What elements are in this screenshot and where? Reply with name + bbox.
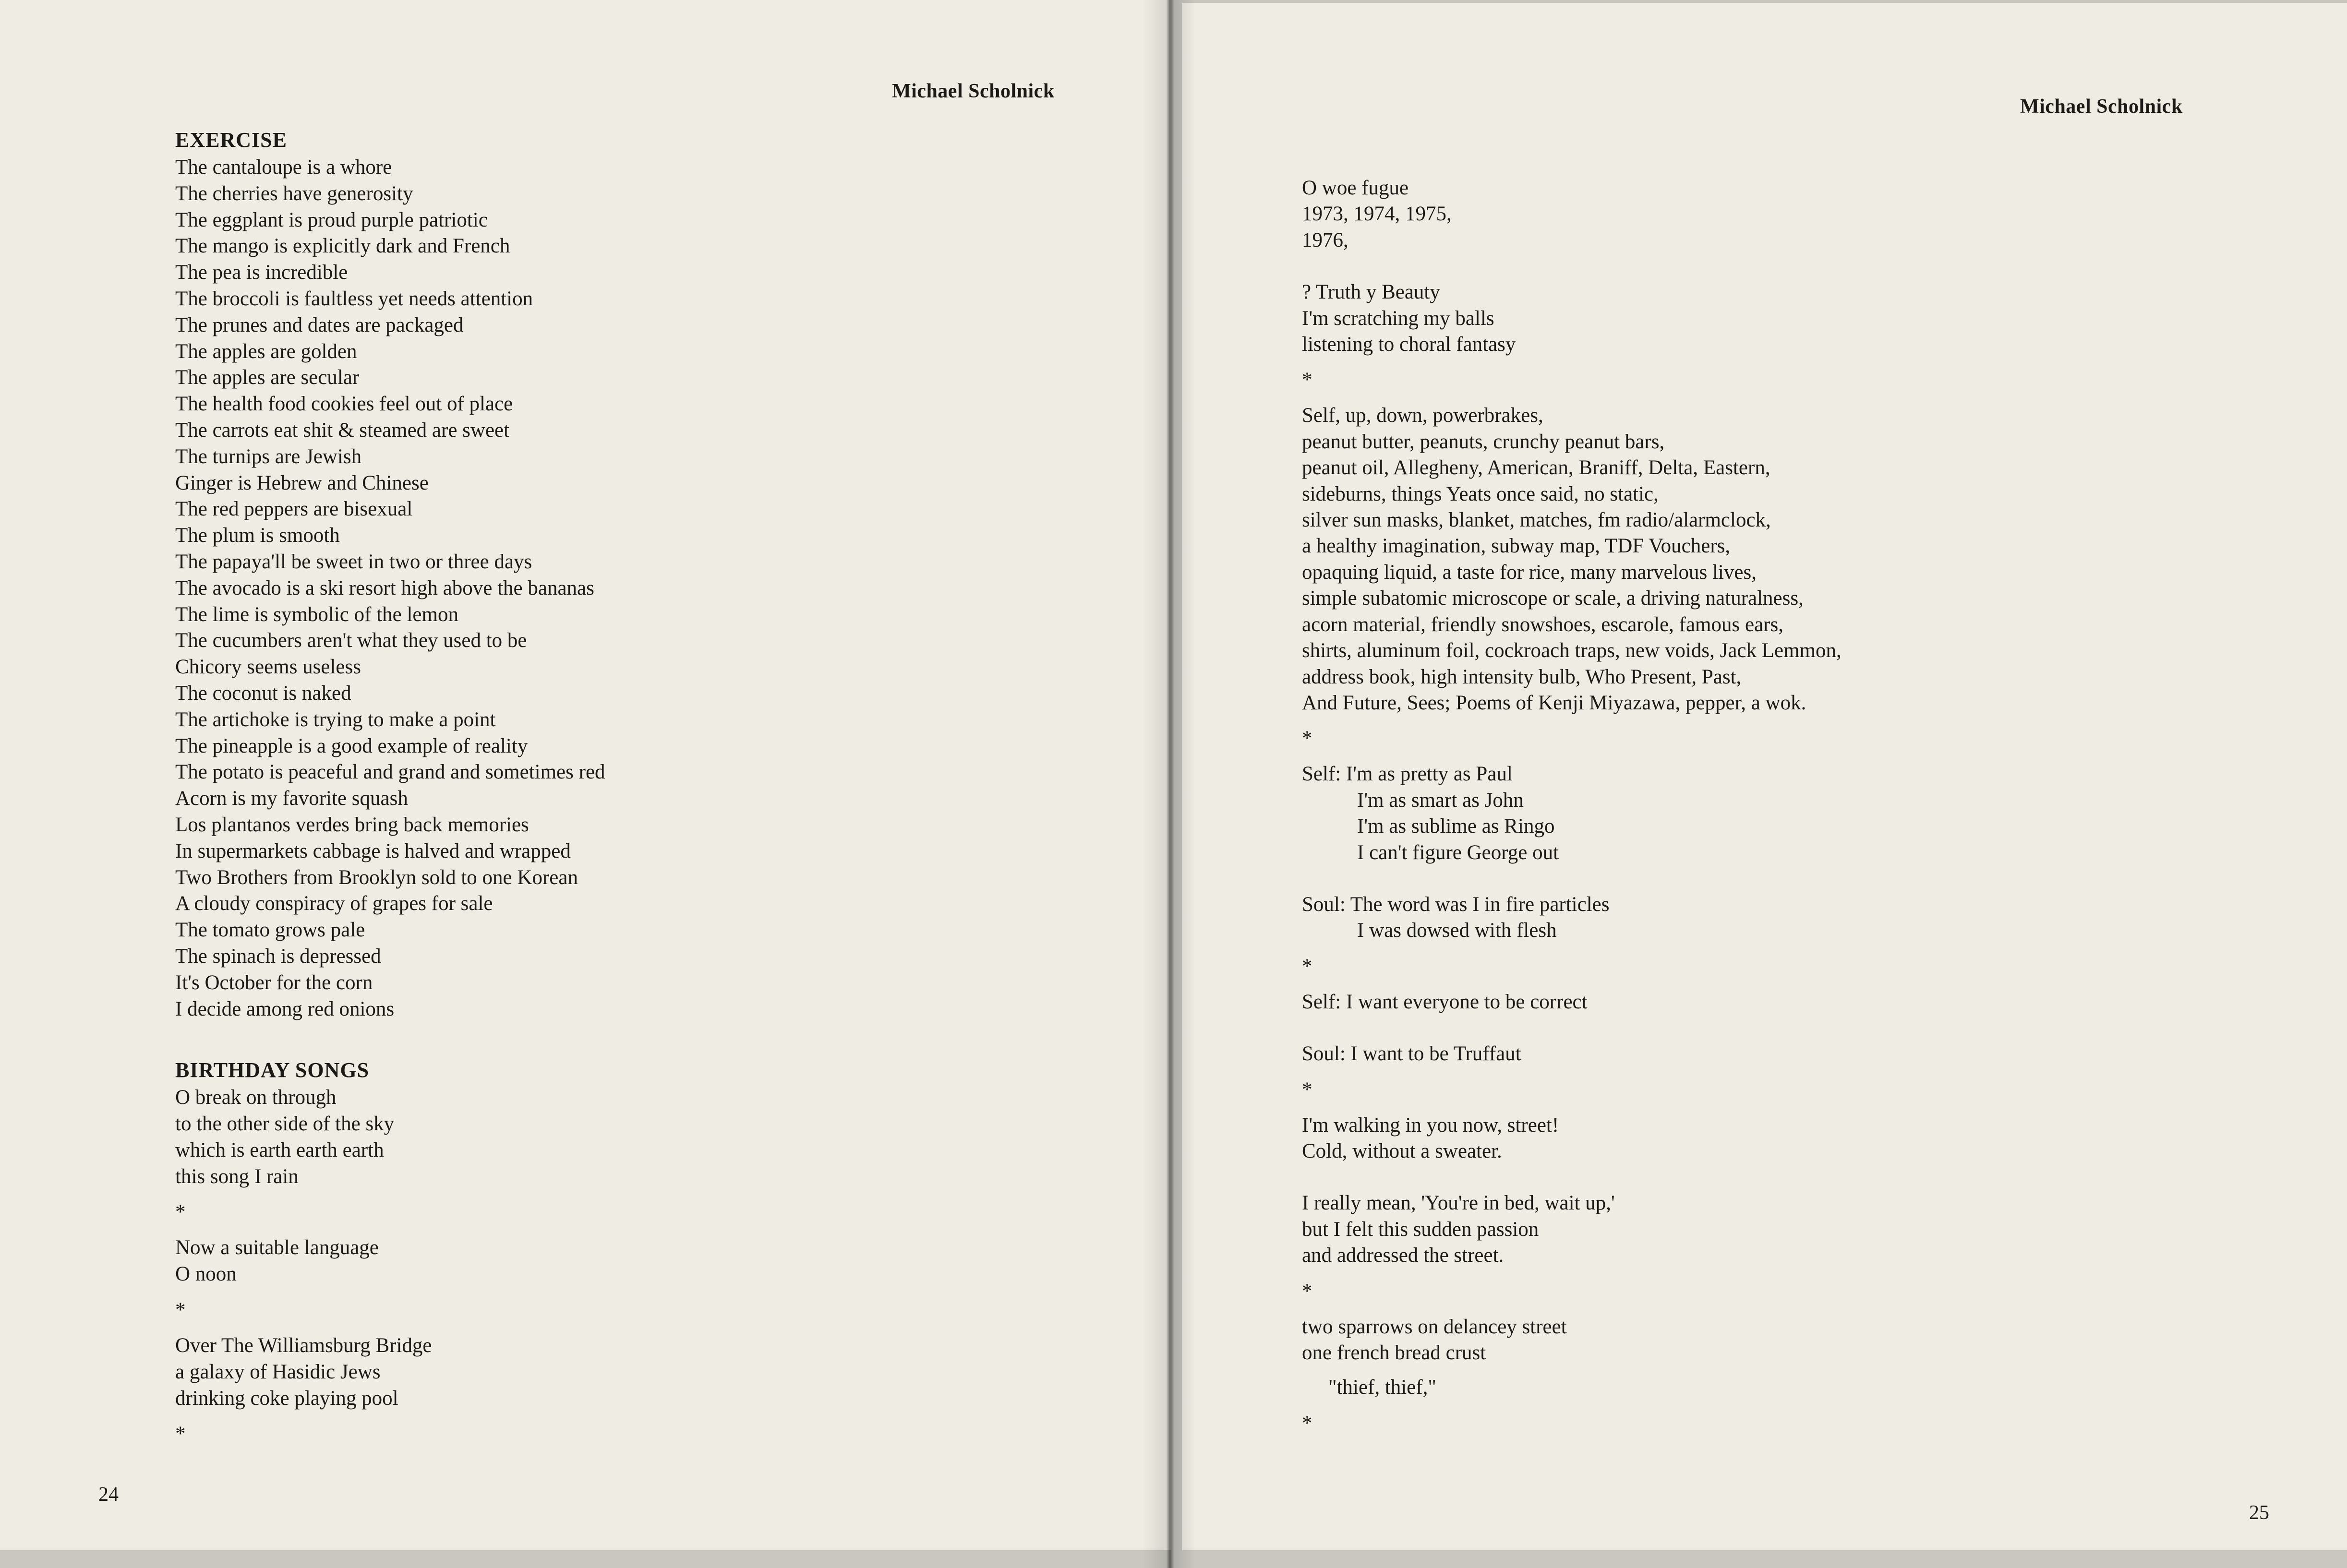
self-line: I'm as sublime as Ringo <box>1357 815 1555 838</box>
poem-line: O noon <box>175 1263 237 1286</box>
poem-line: Cold, without a sweater. <box>1302 1139 1502 1162</box>
mean-stanza <box>1302 1190 2094 1269</box>
poem-line: Ginger is Hebrew and Chinese <box>175 471 429 494</box>
poem-line: which is earth earth earth <box>175 1138 384 1161</box>
poem-line: two sparrows on delancey street <box>1302 1315 1567 1338</box>
poem-line: O break on through <box>175 1086 337 1109</box>
self-line: Self: I'm as pretty as Paul <box>1302 763 1513 786</box>
poem-line: The turnips are Jewish <box>175 445 362 468</box>
soul-line: I was dowsed with flesh <box>1357 919 1557 942</box>
right-page-number: 25 <box>2249 1502 2269 1524</box>
poem-line: Los plantanos verdes bring back memories <box>175 813 529 836</box>
poem-line: The coconut is naked <box>175 682 351 705</box>
poem-line: I'm scratching my balls <box>1302 307 1494 330</box>
poem-line: Acorn is my favorite squash <box>175 787 408 810</box>
poem-line: And Future, Sees; Poems of Kenji Miyazawa, pepper, a wok. <box>1302 691 1806 714</box>
poem-line: The cherries have generosity <box>175 182 413 205</box>
self-line: I'm as smart as John <box>1357 789 1524 812</box>
poem-line: a galaxy of Hasidic Jews <box>175 1360 381 1383</box>
poem-line: 1976, <box>1302 228 1348 251</box>
poem-line: The health food cookies feel out of place <box>175 393 513 416</box>
thief-line: "thief, thief," <box>1328 1376 1436 1399</box>
poem-line: The prunes and dates are packaged <box>175 313 464 336</box>
sparrows-stanza <box>1302 1314 2094 1366</box>
poem-line: I decide among red onions <box>175 997 395 1020</box>
self-correct-stanza <box>1302 989 2094 1015</box>
stanza-separator: * <box>1302 1280 1312 1303</box>
birthday-stanza-3 <box>175 1333 1111 1412</box>
poem-line: Now a suitable language <box>175 1236 379 1259</box>
street-stanza <box>1302 1113 2094 1165</box>
poem-line: silver sun masks, blanket, matches, fm radio/alarmclock, <box>1302 509 1771 532</box>
soul-truffaut-stanza <box>1302 1041 2094 1067</box>
book-gutter <box>1143 0 1195 1568</box>
soul-line: Soul: The word was I in fire particles <box>1302 893 1610 916</box>
poem-line: The plum is smooth <box>175 524 340 547</box>
birthday-stanza-1 <box>175 1085 1111 1190</box>
right-column <box>1302 175 2094 1436</box>
stanza-separator: * <box>1302 955 1312 978</box>
poem-line: The tomato grows pale <box>175 919 365 942</box>
thief-stanza <box>1302 1375 2094 1400</box>
left-page <box>0 0 1171 1550</box>
exercise-title: EXERCISE <box>175 128 287 152</box>
stanza-separator: * <box>175 1423 186 1446</box>
left-column <box>175 126 1111 1447</box>
poem-line: Over The Williamsburg Bridge <box>175 1334 432 1357</box>
poem-line: The avocado is a ski resort high above the bananas <box>175 576 594 599</box>
poem-line: but I felt this sudden passion <box>1302 1218 1539 1241</box>
stanza-separator: * <box>1302 727 1312 750</box>
soul-truffaut-line: Soul: I want to be Truffaut <box>1302 1042 1521 1065</box>
poem-line: this song I rain <box>175 1165 299 1188</box>
poem-line: shirts, aluminum foil, cockroach traps, new voids, Jack Lemmon, <box>1302 639 1841 662</box>
poem-line: to the other side of the sky <box>175 1113 395 1136</box>
poem-line: The apples are secular <box>175 366 360 389</box>
self-line: I can't figure George out <box>1357 841 1559 864</box>
poem-line: Two Brothers from Brooklyn sold to one Korean <box>175 866 578 889</box>
stanza-separator: * <box>175 1299 186 1322</box>
poem-line: sideburns, things Yeats once said, no static, <box>1302 482 1659 505</box>
stanza-separator: * <box>1302 1412 1312 1435</box>
poem-line: I really mean, 'You're in bed, wait up,' <box>1302 1192 1615 1215</box>
exercise-poem <box>175 155 1111 1022</box>
right-page-author: Michael Scholnick <box>2020 96 2183 118</box>
poem-line: I'm walking in you now, street! <box>1302 1113 1559 1137</box>
poem-line: It's October for the corn <box>175 971 373 994</box>
poem-line: listening to choral fantasy <box>1302 333 1516 356</box>
poem-line: The apples are golden <box>175 340 357 363</box>
poem-line: a healthy imagination, subway map, TDF Vouchers, <box>1302 535 1731 558</box>
poem-line: The red peppers are bisexual <box>175 498 413 521</box>
left-page-number: 24 <box>98 1484 119 1506</box>
left-page-author: Michael Scholnick <box>892 80 1055 102</box>
poem-line: The papaya'll be sweet in two or three days <box>175 550 532 573</box>
poem-line: Chicory seems useless <box>175 656 361 679</box>
poem-line: The pea is incredible <box>175 261 348 284</box>
poem-line: address book, high intensity bulb, Who Present, Past, <box>1302 665 1742 688</box>
right-stanza-1 <box>1302 175 2094 253</box>
poem-line: The broccoli is faultless yet needs attention <box>175 287 533 310</box>
poem-line: The potato is peaceful and grand and sometimes red <box>175 761 605 784</box>
poem-line: The lime is symbolic of the lemon <box>175 603 458 626</box>
poem-line: and addressed the street. <box>1302 1244 1504 1267</box>
poem-line: The mango is explicitly dark and French <box>175 235 510 258</box>
poem-line: The cucumbers aren't what they used to be <box>175 629 527 652</box>
poem-line: O woe fugue <box>1302 177 1409 199</box>
poem-line: ? Truth y Beauty <box>1302 281 1440 304</box>
poem-line: acorn material, friendly snowshoes, escarole, famous ears, <box>1302 613 1783 636</box>
stanza-separator: * <box>175 1201 186 1224</box>
soul-stanza <box>1302 892 2094 944</box>
poem-line: opaquing liquid, a taste for rice, many marvelous lives, <box>1302 561 1757 584</box>
poem-line: one french bread crust <box>1302 1341 1486 1364</box>
birthday-songs-title: BIRTHDAY SONGS <box>175 1058 370 1082</box>
poem-line: peanut oil, Allegheny, American, Braniff, Delta, Eastern, <box>1302 456 1770 479</box>
poem-line: A cloudy conspiracy of grapes for sale <box>175 892 493 915</box>
poem-line: The pineapple is a good example of reality <box>175 734 528 757</box>
stanza-separator: * <box>1302 1078 1312 1101</box>
poem-line: Self, up, down, powerbrakes, <box>1302 404 1543 427</box>
poem-line: peanut butter, peanuts, crunchy peanut bars, <box>1302 430 1665 453</box>
poem-line: The artichoke is trying to make a point <box>175 708 496 731</box>
self-stanza <box>1302 761 2094 866</box>
poem-line: The spinach is depressed <box>175 945 381 968</box>
stanza-separator: * <box>1302 369 1312 392</box>
poem-line: In supermarkets cabbage is halved and wrapped <box>175 839 571 862</box>
poem-line: 1973, 1974, 1975, <box>1302 203 1452 226</box>
poem-line: drinking coke playing pool <box>175 1387 398 1410</box>
poem-line: The cantaloupe is a whore <box>175 156 392 179</box>
poem-line: The eggplant is proud purple patriotic <box>175 208 488 231</box>
right-stanza-3-list <box>1302 403 2094 716</box>
self-correct-line: Self: I want everyone to be correct <box>1302 990 1588 1013</box>
poem-line: The carrots eat shit & steamed are sweet <box>175 419 510 442</box>
poem-line: simple subatomic microscope or scale, a driving naturalness, <box>1302 587 1804 610</box>
birthday-stanza-2 <box>175 1235 1111 1288</box>
right-stanza-2 <box>1302 279 2094 358</box>
